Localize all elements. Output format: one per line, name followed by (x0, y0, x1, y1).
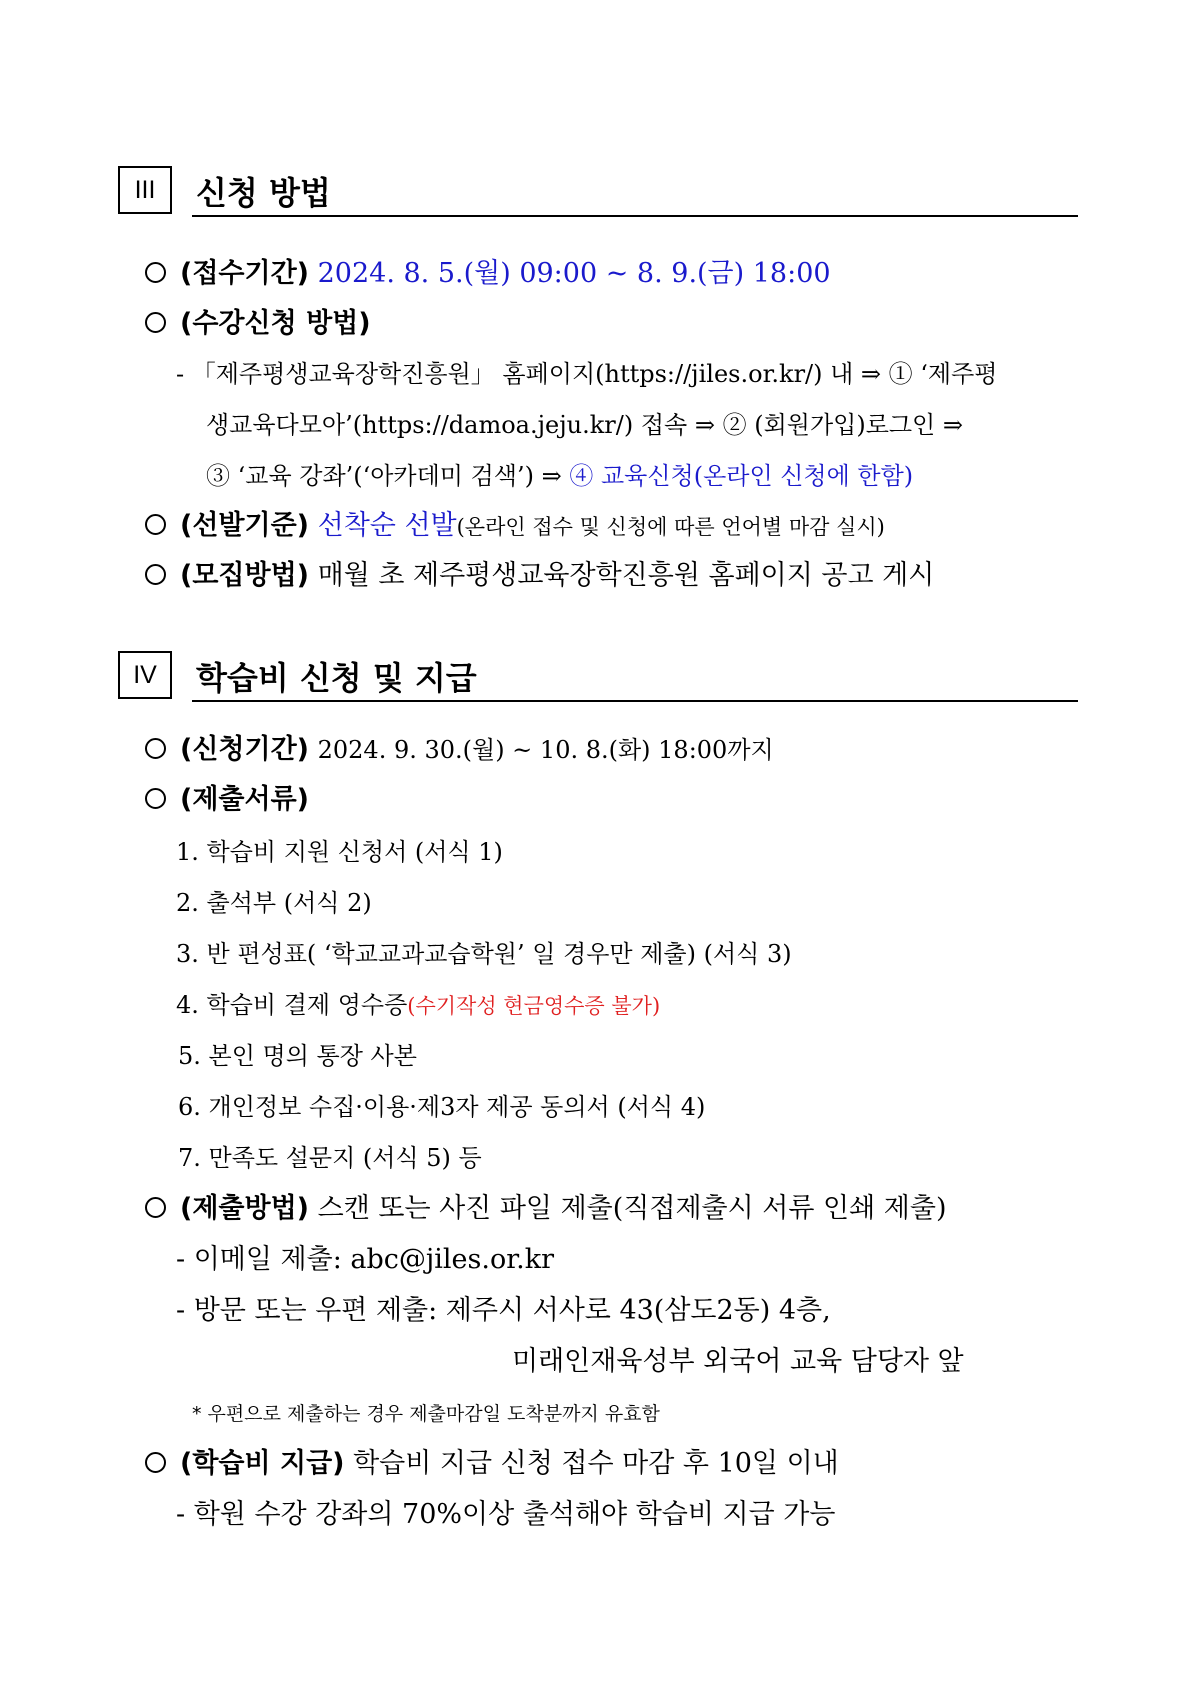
visit-recipient: 미래인재육성부 외국어 교육 담당자 앞 (512, 1346, 964, 1377)
list-item: 6. 개인정보 수집·이용·제3자 제공 동의서 (서식 4) (178, 1093, 706, 1121)
section-divider (192, 215, 1078, 217)
item-claim-period: (신청기간) 2024. 9. 30.(월) ~ 10. 8.(화) 18:00까지 (145, 732, 774, 768)
item-selection-criteria: (선발기준) 선착순 선발(온라인 접수 및 신청에 따른 언어별 마감 실시) (145, 508, 885, 545)
section-title: 신청 방법 (196, 174, 331, 212)
list-item: 2. 출석부 (서식 2) (176, 889, 372, 917)
circle-bullet-icon (145, 738, 166, 759)
section-3-header (118, 166, 1078, 218)
visit-submission: - 방문 또는 우편 제출: 제주시 서사로 43(삼도2동) 4층, (176, 1295, 831, 1326)
circle-bullet-icon (145, 1452, 166, 1473)
list-item: 7. 만족도 설문지 (서식 5) 등 (178, 1144, 482, 1172)
period-value: 2024. 8. 5.(월) 09:00 ~ 8. 9.(금) 18:00 (317, 258, 831, 289)
list-item: 1. 학습비 지원 신청서 (서식 1) (176, 838, 503, 866)
item-registration-method: (수강신청 방법) (145, 306, 371, 342)
list-item: 4. 학습비 결제 영수증(수기작성 현금영수증 불가) (176, 991, 661, 1019)
item-recruit-method: (모집방법) 매월 초 제주평생교육장학진흥원 홈페이지 공고 게시 (145, 558, 934, 594)
list-item: 3. 반 편성표( ‘학교교과교습학원’ 일 경우만 제출) (서식 3) (176, 940, 792, 968)
list-item: 5. 본인 명의 통장 사본 (178, 1042, 417, 1070)
circle-bullet-icon (145, 788, 166, 809)
section-divider (192, 700, 1078, 702)
circle-bullet-icon (145, 262, 166, 283)
section-number: III (118, 166, 172, 214)
circle-bullet-icon (145, 1197, 166, 1218)
circle-bullet-icon (145, 564, 166, 585)
section-title: 학습비 신청 및 지급 (196, 659, 477, 697)
method-step-line-3: ③ ‘교육 강좌’(‘아카데미 검색’) ⇒ ④ 교육신청(온라인 신청에 한함) (206, 462, 914, 490)
item-required-documents: (제출서류) (145, 782, 309, 818)
section-4-header (118, 651, 1078, 703)
item-payment: (학습비 지급) 학습비 지급 신청 접수 마감 후 10일 이내 (145, 1446, 839, 1482)
email-submission: - 이메일 제출: abc@jiles.or.kr (176, 1244, 554, 1275)
item-submission-method: (제출방법) 스캔 또는 사진 파일 제출(직접제출시 서류 인쇄 제출) (145, 1191, 946, 1227)
postal-note: * 우편으로 제출하는 경우 제출마감일 도착분까지 유효함 (192, 1403, 660, 1425)
method-step-line-1: - 「제주평생교육장학진흥원」 홈페이지(https://jiles.or.kr/) 내 ⇒ ① ‘제주평 (176, 360, 998, 388)
payment-condition: - 학원 수강 강좌의 70%이상 출석해야 학습비 지급 가능 (176, 1499, 836, 1530)
circle-bullet-icon (145, 514, 166, 535)
circle-bullet-icon (145, 312, 166, 333)
item-application-period: (접수기간) 2024. 8. 5.(월) 09:00 ~ 8. 9.(금) 18:00 (145, 256, 831, 292)
receipt-warning: (수기작성 현금영수증 불가) (407, 994, 661, 1018)
method-step-line-2: 생교육다모아’(https://damoa.jeju.kr/) 접속 ⇒ ② (회원가입)로그인 ⇒ (206, 411, 963, 439)
section-number: IV (118, 651, 172, 699)
